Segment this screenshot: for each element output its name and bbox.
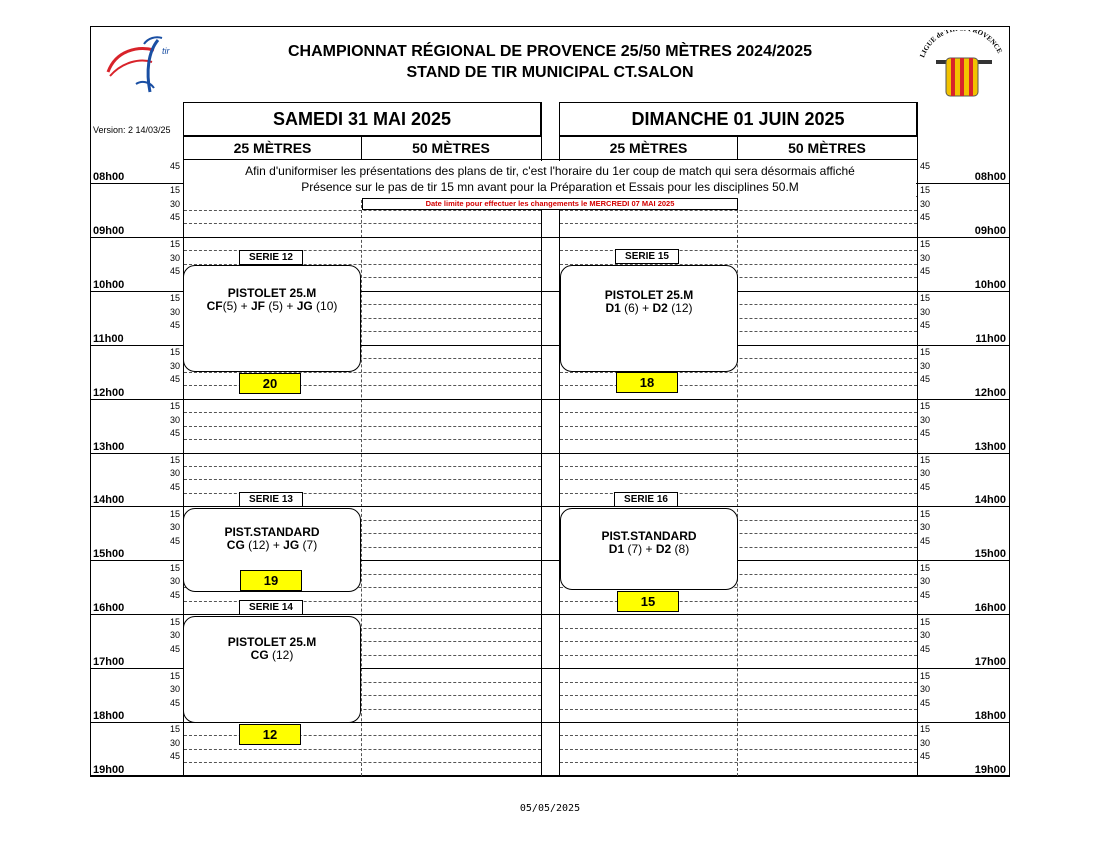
divider [560, 136, 917, 137]
notice-line-2: Présence sur le pas de tir 15 mn avant pour la Préparation et Essais pour les disciplines 50.M [301, 180, 799, 194]
minute-label-right: 30 [920, 630, 931, 640]
minute-label-right: 15 [920, 617, 931, 627]
quarter-line [184, 466, 541, 467]
grid-vline [917, 102, 918, 776]
minute-label-left: 45 [169, 482, 180, 492]
quarter-line [560, 210, 917, 211]
participant-count: 19 [240, 570, 302, 591]
minute-label-left: 15 [169, 617, 180, 627]
participant-count: 15 [617, 591, 679, 612]
minute-label-right: 15 [920, 455, 931, 465]
minute-label-left: 30 [169, 630, 180, 640]
minute-label-left: 30 [169, 361, 180, 371]
quarter-line [560, 223, 917, 224]
category-count: (12) [248, 538, 270, 552]
participant-count: 20 [239, 373, 301, 394]
quarter-line [560, 695, 917, 696]
minute-label-right: 30 [920, 522, 931, 532]
minute-label-left: 30 [169, 307, 180, 317]
minute-label-left: 45 [169, 644, 180, 654]
minute-label-right: 45 [920, 698, 931, 708]
minute-label-right: 15 [920, 401, 931, 411]
minute-label-left: 15 [169, 347, 180, 357]
hour-label-right: 10h00 [974, 279, 1006, 291]
session-categories [251, 648, 294, 662]
minute-label-left: 15 [169, 455, 180, 465]
serie-label: SERIE 12 [239, 250, 303, 265]
minute-label-right: 15 [920, 671, 931, 681]
minute-label-left: 15 [169, 239, 180, 249]
hour-label-left: 10h00 [93, 279, 125, 291]
minute-label-left: 30 [169, 415, 180, 425]
col-header-sun-25m: 25 MÈTRES [560, 137, 737, 159]
hour-label-left: 16h00 [93, 602, 125, 614]
minute-label-right: 30 [920, 415, 931, 425]
category-code: D2 [655, 542, 672, 556]
hour-label-right: 16h00 [974, 602, 1006, 614]
hour-line [90, 614, 1010, 615]
minute-label-right: 15 [920, 724, 931, 734]
minute-label-right: 15 [920, 293, 931, 303]
minute-label-right: 45 [920, 374, 931, 384]
divider [737, 137, 738, 159]
day-header-sunday: DIMANCHE 01 JUIN 2025 [559, 102, 917, 136]
quarter-line [184, 223, 541, 224]
minute-label-left: 45 [169, 266, 180, 276]
hour-label-left: 15h00 [93, 548, 125, 560]
minute-label-left: 30 [169, 738, 180, 748]
minute-label-left: 15 [169, 293, 180, 303]
category-code: D2 [652, 301, 668, 315]
minute-label-left: 45 [169, 698, 180, 708]
category-count: (7) [302, 538, 318, 552]
minute-label-right: 45 [920, 536, 931, 546]
quarter-line [560, 655, 917, 656]
serie-label: SERIE 16 [614, 492, 678, 507]
quarter-line [560, 479, 917, 480]
minute-label-left: 45 [169, 161, 180, 171]
minute-label-right: 15 [920, 347, 931, 357]
grid-dashed-vline [361, 200, 362, 776]
quarter-line [560, 682, 917, 683]
quarter-line [184, 250, 541, 251]
quarter-line [184, 749, 541, 750]
minute-label-left: 15 [169, 671, 180, 681]
minute-label-left: 45 [169, 212, 180, 222]
minute-label-right: 45 [920, 212, 931, 222]
serie-label: SERIE 13 [239, 492, 303, 507]
category-code: JG [296, 299, 313, 313]
minute-label-right: 45 [920, 590, 931, 600]
quarter-line [560, 735, 917, 736]
category-code: CF [206, 299, 223, 313]
quarter-line [560, 250, 917, 251]
participant-count: 18 [616, 372, 678, 393]
quarter-line [560, 749, 917, 750]
hour-label-left: 13h00 [93, 441, 125, 453]
minute-label-left: 30 [169, 253, 180, 263]
footer-date: 05/05/2025 [519, 803, 581, 814]
minute-label-left: 15 [169, 401, 180, 411]
minute-label-right: 15 [920, 239, 931, 249]
quarter-line [560, 385, 917, 386]
participant-count: 12 [239, 724, 301, 745]
quarter-line [184, 426, 541, 427]
ligue-provence-logo [918, 30, 1006, 100]
page-title: CHAMPIONNAT RÉGIONAL DE PROVENCE 25/50 MÈTRES 2024/2025 [288, 43, 812, 60]
minute-label-left: 15 [169, 185, 180, 195]
minute-label-right: 30 [920, 684, 931, 694]
session-block [560, 508, 738, 590]
hour-label-right: 09h00 [974, 225, 1006, 237]
category-count: (7) [627, 542, 643, 556]
category-count: (5) [268, 299, 283, 313]
minute-label-left: 15 [169, 563, 180, 573]
hour-line [90, 776, 1010, 777]
quarter-line [560, 466, 917, 467]
category-count: (5) [222, 299, 238, 313]
hour-label-right: 12h00 [974, 387, 1006, 399]
category-code: CG [226, 538, 245, 552]
category-count: (12) [272, 648, 294, 662]
minute-label-left: 15 [169, 724, 180, 734]
session-name: PIST.STANDARD [601, 529, 697, 543]
version-label: Version: 2 14/03/25 [93, 125, 171, 135]
hour-line [90, 237, 1010, 238]
minute-label-left: 15 [169, 509, 180, 519]
hour-label-left: 14h00 [93, 494, 125, 506]
category-count: (8) [674, 542, 690, 556]
quarter-line [184, 439, 541, 440]
hour-label-left: 09h00 [93, 225, 125, 237]
minute-label-right: 45 [920, 751, 931, 761]
quarter-line [560, 439, 917, 440]
category-count: (6) [624, 301, 639, 315]
minute-label-right: 45 [920, 482, 931, 492]
minute-label-right: 15 [920, 185, 931, 195]
minute-label-left: 45 [169, 428, 180, 438]
minute-label-right: 30 [920, 468, 931, 478]
quarter-line [560, 426, 917, 427]
session-name: PIST.STANDARD [224, 525, 320, 539]
hour-label-right: 17h00 [974, 656, 1006, 668]
session-categories: D1 (6) + D2 (12) [605, 301, 693, 315]
session-categories: D1 (7) + D2 (8) [608, 542, 690, 556]
minute-label-left: 45 [169, 320, 180, 330]
divider [184, 159, 917, 160]
notice-box [184, 161, 916, 199]
serie-label: SERIE 14 [239, 600, 303, 615]
minute-label-left: 45 [169, 536, 180, 546]
minute-label-right: 30 [920, 253, 931, 263]
hour-label-left: 18h00 [93, 710, 125, 722]
page-subtitle: STAND DE TIR MUNICIPAL CT.SALON [406, 64, 694, 81]
notice-line-1: Afin d'uniformiser les présentations des plans de tir, c'est l'horaire du 1er coup de match qui sera désormais affiché [245, 164, 855, 178]
hour-label-left: 11h00 [93, 333, 124, 345]
quarter-line [184, 210, 541, 211]
svg-text:tir: tir [162, 46, 170, 56]
minute-label-right: 45 [920, 428, 931, 438]
quarter-line [560, 372, 917, 373]
minute-label-right: 30 [920, 576, 931, 586]
col-header-sat-25m: 25 MÈTRES [184, 137, 361, 159]
session-name: PISTOLET 25.M [604, 288, 694, 302]
col-header-sat-50m: 50 MÈTRES [362, 137, 540, 159]
quarter-line [560, 762, 917, 763]
category-code: D1 [608, 542, 625, 556]
category-code: JG [283, 538, 300, 552]
hour-label-right: 18h00 [974, 710, 1006, 722]
quarter-line [560, 601, 917, 602]
quarter-line [184, 412, 541, 413]
quarter-line [184, 479, 541, 480]
svg-text:LIGUE de TIR de PROVENCE: LIGUE de TI ROVENCE [918, 30, 1004, 59]
minute-label-left: 30 [169, 199, 180, 209]
minute-label-right: 30 [920, 199, 931, 209]
quarter-line [184, 601, 541, 602]
hour-line [90, 453, 1010, 454]
hour-label-right: 19h00 [974, 764, 1006, 776]
minute-label-right: 30 [920, 738, 931, 748]
session-name: PISTOLET 25.M [227, 635, 317, 649]
hour-line [90, 399, 1010, 400]
quarter-line [560, 628, 917, 629]
minute-label-right: 15 [920, 563, 931, 573]
hour-label-left: 17h00 [93, 656, 125, 668]
session-categories: CG (12) + JG (7) [226, 538, 318, 552]
category-count: (10) [316, 299, 338, 313]
category-code: CG [250, 648, 269, 662]
minute-label-right: 30 [920, 361, 931, 371]
quarter-line [560, 412, 917, 413]
session-name: PISTOLET 25.M [227, 286, 317, 300]
fftir-logo [98, 32, 188, 98]
hour-label-right: 13h00 [974, 441, 1006, 453]
quarter-line [560, 641, 917, 642]
minute-label-right: 45 [920, 266, 931, 276]
quarter-line [184, 762, 541, 763]
minute-label-left: 30 [169, 684, 180, 694]
quarter-line [184, 385, 541, 386]
hour-label-left: 12h00 [93, 387, 125, 399]
minute-label-left: 45 [169, 374, 180, 384]
session-block [183, 265, 361, 372]
session-block [560, 265, 738, 372]
quarter-line [184, 493, 541, 494]
hour-label-right: 15h00 [974, 548, 1006, 560]
minute-label-right: 45 [920, 644, 931, 654]
category-count: (12) [671, 301, 693, 315]
session-block [183, 616, 361, 723]
minute-label-left: 45 [169, 751, 180, 761]
quarter-line [184, 735, 541, 736]
category-code: D1 [605, 301, 621, 315]
hour-label-right: 11h00 [975, 333, 1006, 345]
category-code: JF [250, 299, 265, 313]
minute-label-right: 45 [920, 161, 931, 171]
hour-label-left: 08h00 [93, 171, 125, 183]
hour-label-left: 19h00 [93, 764, 125, 776]
minute-label-left: 30 [169, 468, 180, 478]
minute-label-right: 45 [920, 320, 931, 330]
hour-line [90, 506, 1010, 507]
minute-label-right: 30 [920, 307, 931, 317]
col-header-sun-50m: 50 MÈTRES [738, 137, 916, 159]
minute-label-right: 15 [920, 509, 931, 519]
deadline-notice: Date limite pour effectuer les changements le MERCREDI 07 MAI 2025 [362, 198, 738, 210]
quarter-line [560, 709, 917, 710]
minute-label-left: 30 [169, 522, 180, 532]
day-header-saturday: SAMEDI 31 MAI 2025 [183, 102, 541, 136]
minute-label-left: 30 [169, 576, 180, 586]
session-categories: CF(5) + JF (5) + JG (10) [206, 299, 338, 313]
quarter-line [184, 372, 541, 373]
serie-label: SERIE 15 [615, 249, 679, 264]
hour-label-right: 14h00 [974, 494, 1006, 506]
divider [361, 137, 362, 159]
hour-label-right: 08h00 [974, 171, 1006, 183]
divider [184, 136, 541, 137]
minute-label-left: 45 [169, 590, 180, 600]
